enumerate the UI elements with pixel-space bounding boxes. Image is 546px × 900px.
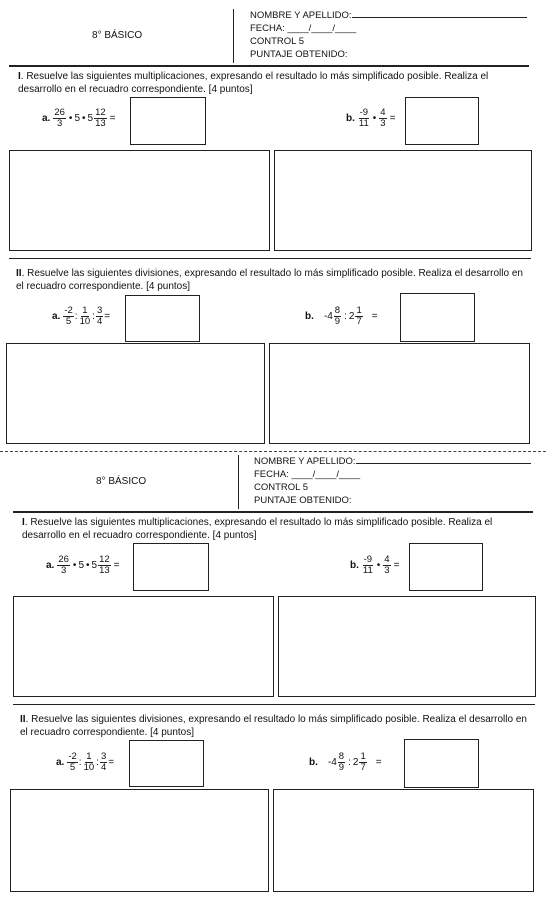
item-label: a. xyxy=(42,113,51,124)
denominator: 13 xyxy=(99,565,110,576)
equals-sign: = xyxy=(389,113,396,124)
section1-instructions xyxy=(18,70,530,96)
section2-numeral: II xyxy=(16,268,22,279)
section1-b-expression xyxy=(346,108,397,129)
denominator: 13 xyxy=(95,118,106,129)
work-box-2a[interactable] xyxy=(10,789,269,892)
multiply-dot: • xyxy=(82,113,86,124)
score-label: PUNTAJE OBTENIDO: xyxy=(254,495,352,506)
numerator: -2 xyxy=(68,751,77,762)
numerator: -2 xyxy=(64,305,73,316)
section1-numeral: I xyxy=(22,517,25,528)
name-label: NOMBRE Y APELLIDO: xyxy=(250,10,352,21)
item-label: a. xyxy=(56,757,65,768)
numerator: 1 xyxy=(86,751,92,762)
mixed-whole: -4 xyxy=(327,757,337,768)
date-label: FECHA: xyxy=(254,469,289,480)
multiply-dot: • xyxy=(72,560,77,571)
whole-number: 5 xyxy=(74,113,80,124)
fraction xyxy=(334,306,341,327)
section-rule xyxy=(9,258,531,259)
answer-box-2b[interactable] xyxy=(400,293,475,342)
fraction xyxy=(379,108,386,129)
numerator: 26 xyxy=(58,554,69,565)
equals-sign: = xyxy=(375,757,382,768)
work-box-2b[interactable] xyxy=(269,343,530,444)
numerator: -9 xyxy=(359,107,369,118)
equals-sign: = xyxy=(371,311,378,322)
mixed-whole: 2 xyxy=(352,757,359,768)
fraction xyxy=(98,555,111,576)
answer-box-2a[interactable] xyxy=(125,295,200,342)
denominator: 11 xyxy=(358,118,369,129)
multiply-dot: • xyxy=(68,113,73,124)
item-label: b. xyxy=(305,311,314,322)
mixed-whole: 5 xyxy=(91,560,98,571)
numerator: 12 xyxy=(99,554,110,565)
denominator: 4 xyxy=(100,762,107,773)
section-rule xyxy=(13,704,535,705)
answer-box-1a[interactable] xyxy=(130,97,206,145)
fraction xyxy=(79,306,92,327)
division-sign: : xyxy=(78,757,82,768)
section2-instructions xyxy=(16,267,532,293)
denominator: 3 xyxy=(380,118,386,129)
course-label: 8° BÁSICO xyxy=(96,476,147,487)
division-sign: : xyxy=(96,757,99,768)
header-rule xyxy=(13,511,533,513)
date-blank[interactable]: ____/____/____ xyxy=(291,469,361,480)
name-field xyxy=(250,10,527,22)
name-field xyxy=(254,456,531,468)
whole-number: 5 xyxy=(78,560,84,571)
numerator: 8 xyxy=(338,751,345,762)
mixed-whole: 2 xyxy=(348,311,355,322)
denominator: 9 xyxy=(334,316,341,327)
numerator: 1 xyxy=(356,305,362,316)
denominator: 7 xyxy=(356,316,362,327)
section1-text: . Resuelve las siguientes multiplicaciones, expresando el resultado lo más simplificado posible. Realiza el desarrollo en el recuadro correspondiente. [4 puntos] xyxy=(22,517,493,541)
multiply-dot: • xyxy=(376,560,381,571)
fraction xyxy=(96,306,103,327)
control-label: CONTROL 5 xyxy=(254,482,309,493)
denominator: 9 xyxy=(338,762,345,773)
header-divider xyxy=(238,455,239,509)
numerator: 12 xyxy=(95,107,106,118)
fraction xyxy=(94,108,107,129)
header-divider xyxy=(233,9,234,63)
numerator: 1 xyxy=(82,305,88,316)
item-label: a. xyxy=(52,311,61,322)
fraction xyxy=(338,752,345,773)
date-field xyxy=(250,23,356,35)
answer-box-2b[interactable] xyxy=(404,739,479,788)
division-sign: : xyxy=(344,311,347,322)
answer-box-1a[interactable] xyxy=(133,543,209,591)
numerator: 4 xyxy=(380,107,386,118)
work-box-1a[interactable] xyxy=(9,150,270,251)
denominator: 5 xyxy=(65,316,72,327)
numerator: 1 xyxy=(360,751,366,762)
name-blank[interactable] xyxy=(352,17,527,18)
denominator: 7 xyxy=(360,762,366,773)
name-blank[interactable] xyxy=(356,463,531,464)
work-box-2b[interactable] xyxy=(273,789,534,892)
answer-box-1b[interactable] xyxy=(409,543,483,591)
section1-b-expression xyxy=(350,555,401,576)
mixed-whole: -4 xyxy=(323,311,333,322)
item-label: a. xyxy=(46,560,55,571)
division-sign: : xyxy=(348,757,351,768)
equals-sign: = xyxy=(113,560,120,571)
denominator: 10 xyxy=(79,316,91,327)
date-field xyxy=(254,469,360,481)
numerator: 8 xyxy=(334,305,341,316)
section1-numeral: I xyxy=(18,71,21,82)
header-rule xyxy=(9,65,529,67)
item-label: b. xyxy=(346,113,355,124)
division-sign: : xyxy=(92,311,95,322)
work-box-2a[interactable] xyxy=(6,343,265,444)
cut-line xyxy=(0,451,546,452)
section2-numeral: II xyxy=(20,714,26,725)
control-label: CONTROL 5 xyxy=(250,36,305,47)
denominator: 10 xyxy=(83,762,95,773)
equals-sign: = xyxy=(393,560,400,571)
denominator: 3 xyxy=(60,565,67,576)
section2-text: . Resuelve las siguientes divisiones, expresando el resultado lo más simplificado posible. Realiza el desarrollo en el recuadro correspondiente. [4 puntos] xyxy=(20,714,527,738)
section2-b-expression xyxy=(309,752,384,773)
section2-b-expression xyxy=(305,306,380,327)
equals-sign: = xyxy=(108,757,115,768)
fraction xyxy=(83,752,96,773)
answer-box-2a[interactable] xyxy=(129,740,204,787)
section2-instructions xyxy=(20,713,536,739)
multiply-dot: • xyxy=(372,113,377,124)
date-blank[interactable]: ____/____/____ xyxy=(287,23,357,34)
multiply-dot: • xyxy=(86,560,90,571)
numerator: -9 xyxy=(363,554,373,565)
fraction xyxy=(57,555,70,576)
division-sign: : xyxy=(74,311,78,322)
fraction xyxy=(359,752,366,773)
date-label: FECHA: xyxy=(250,23,285,34)
numerator: 4 xyxy=(384,554,390,565)
work-box-1a[interactable] xyxy=(13,596,274,697)
denominator: 3 xyxy=(56,118,63,129)
score-label: PUNTAJE OBTENIDO: xyxy=(250,49,348,60)
section1-text: . Resuelve las siguientes multiplicaciones, expresando el resultado lo más simplificado posible. Realiza el desarrollo en el recuadro correspondiente. [4 puntos] xyxy=(18,71,489,95)
mixed-whole: 5 xyxy=(87,113,94,124)
denominator: 3 xyxy=(384,565,390,576)
fraction xyxy=(63,306,73,327)
numerator: 3 xyxy=(96,305,103,316)
equals-sign: = xyxy=(104,311,111,322)
fraction xyxy=(362,555,374,576)
fraction xyxy=(355,306,362,327)
work-box-1b[interactable] xyxy=(278,596,536,697)
denominator: 5 xyxy=(69,762,76,773)
equals-sign: = xyxy=(109,113,116,124)
denominator: 11 xyxy=(362,565,373,576)
name-label: NOMBRE Y APELLIDO: xyxy=(254,456,356,467)
section1-a-expression xyxy=(42,108,118,129)
fraction xyxy=(358,108,370,129)
section2-a-expression xyxy=(52,306,110,327)
fraction xyxy=(383,555,390,576)
section2-text: . Resuelve las siguientes divisiones, expresando el resultado lo más simplificado posible. Realiza el desarrollo en el recuadro correspondiente. [4 puntos] xyxy=(16,268,523,292)
work-box-1b[interactable] xyxy=(274,150,532,251)
fraction xyxy=(67,752,77,773)
answer-box-1b[interactable] xyxy=(405,97,479,145)
section1-instructions xyxy=(22,516,534,542)
item-label: b. xyxy=(309,757,318,768)
course-label: 8° BÁSICO xyxy=(92,30,143,41)
fraction xyxy=(53,108,66,129)
section2-a-expression xyxy=(56,752,114,773)
item-label: b. xyxy=(350,560,359,571)
section1-a-expression xyxy=(46,555,122,576)
denominator: 4 xyxy=(96,316,103,327)
numerator: 3 xyxy=(100,751,107,762)
numerator: 26 xyxy=(54,107,65,118)
fraction xyxy=(100,752,107,773)
